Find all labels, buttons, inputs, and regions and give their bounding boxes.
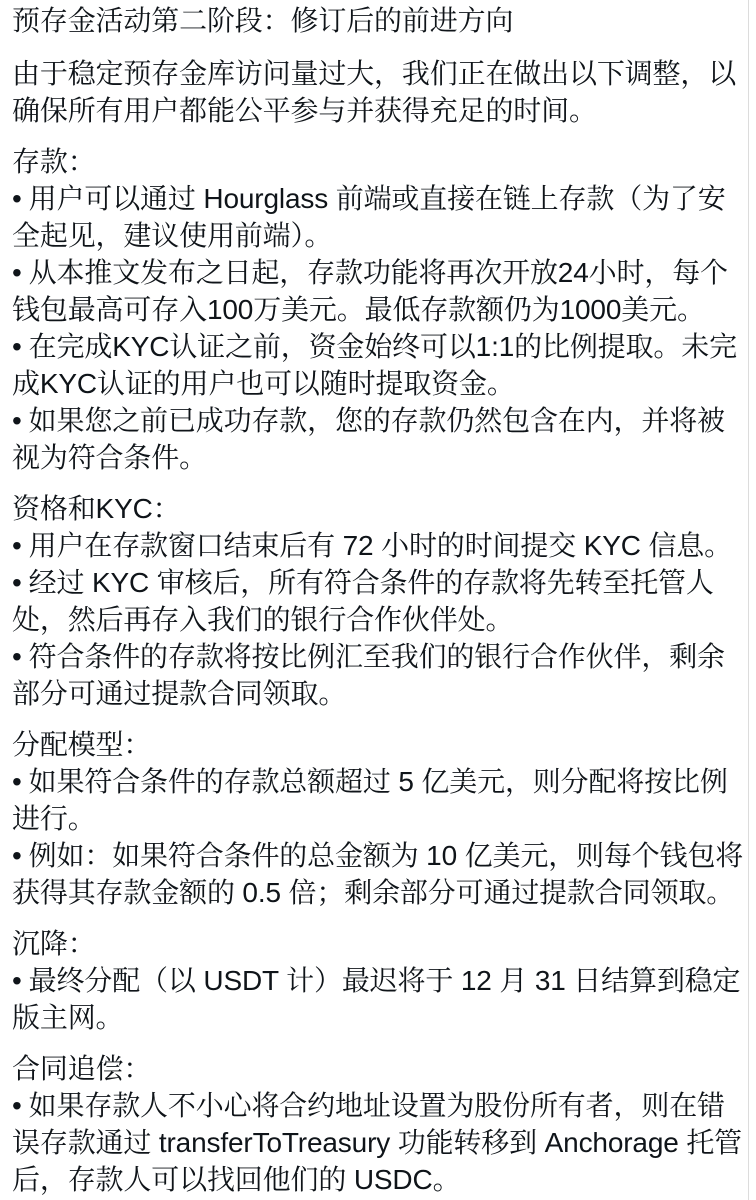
right-divider	[748, 0, 750, 1200]
bullet-text: 最终分配（以 USDT 计）最迟将于 12 月 31 日结算到稳定版主网。	[12, 965, 741, 1033]
bullet-item	[12, 402, 744, 476]
bullet-item	[12, 837, 744, 911]
bullet-dot-icon: •	[12, 965, 22, 996]
bullet-text: 如果存款人不小心将合约地址设置为股份所有者，则在错误存款通过 transferToTreasury 功能转移到 Anchorage 托管后，存款人可以找回他们的 USDC。	[12, 1090, 743, 1195]
section-deposits	[12, 143, 744, 476]
bullet-item	[12, 638, 744, 712]
bullet-text: 在完成KYC认证之前，资金始终可以1:1的比例提取。未完成KYC认证的用户也可以随时提取资金。	[12, 331, 737, 399]
bullet-item	[12, 763, 744, 837]
section-settlement-heading: 沉降：	[12, 928, 96, 959]
bullet-text: 符合条件的存款将按比例汇至我们的银行合作伙伴，剩余部分可通过提款合同领取。	[12, 641, 725, 709]
bullet-item	[12, 527, 744, 564]
bullet-dot-icon: •	[12, 257, 22, 288]
bullet-dot-icon: •	[12, 766, 22, 797]
section-deposits-heading: 存款：	[12, 146, 96, 177]
bullet-dot-icon: •	[12, 840, 22, 871]
bullet-dot-icon: •	[12, 567, 22, 598]
bullet-text: 从本推文发布之日起，存款功能将再次开放24小时，每个钱包最高可存入100万美元。最低存款额仍为1000美元。	[12, 257, 728, 325]
bullet-item	[12, 328, 744, 402]
bullet-text: 如果您之前已成功存款，您的存款仍然包含在内，并将被视为符合条件。	[12, 405, 725, 473]
bullet-text: 用户可以通过 Hourglass 前端或直接在链上存款（为了安全起见，建议使用前端）。	[12, 183, 726, 251]
section-contract-recourse-heading: 合同追偿：	[12, 1053, 152, 1084]
bullet-dot-icon: •	[12, 641, 22, 672]
bullet-text: 例如：如果符合条件的总金额为 10 亿美元，则每个钱包将获得其存款金额的 0.5 倍；剩余部分可通过提款合同领取。	[12, 840, 744, 908]
section-settlement	[12, 925, 744, 1036]
post-intro: 由于稳定预存金库访问量过大，我们正在做出以下调整，以确保所有用户都能公平参与并获得充足的时间。	[12, 58, 737, 126]
bullet-text: 用户在存款窗口结束后有 72 小时的时间提交 KYC 信息。	[28, 530, 732, 561]
section-eligibility-kyc-heading: 资格和KYC：	[12, 493, 181, 524]
bullet-text: 如果符合条件的存款总额超过 5 亿美元，则分配将按比例进行。	[12, 766, 728, 834]
bullet-item	[12, 564, 744, 638]
bullet-dot-icon: •	[12, 405, 22, 436]
bullet-text: 经过 KYC 审核后，所有符合条件的存款将先转至托管人处，然后再存入我们的银行合作伙伴处。	[12, 567, 714, 635]
bullet-item	[12, 180, 744, 254]
bullet-dot-icon: •	[12, 183, 22, 214]
bullet-dot-icon: •	[12, 1090, 22, 1121]
section-allocation-model	[12, 726, 744, 911]
bullet-dot-icon: •	[12, 530, 22, 561]
bullet-item	[12, 962, 744, 1036]
section-contract-recourse	[12, 1050, 744, 1198]
bullet-dot-icon: •	[12, 331, 22, 362]
section-eligibility-kyc	[12, 490, 744, 712]
bullet-item	[12, 254, 744, 328]
section-allocation-model-heading: 分配模型：	[12, 729, 152, 760]
post-title: 预存金活动第二阶段：修订后的前进方向	[12, 5, 514, 36]
bullet-item	[12, 1087, 744, 1198]
